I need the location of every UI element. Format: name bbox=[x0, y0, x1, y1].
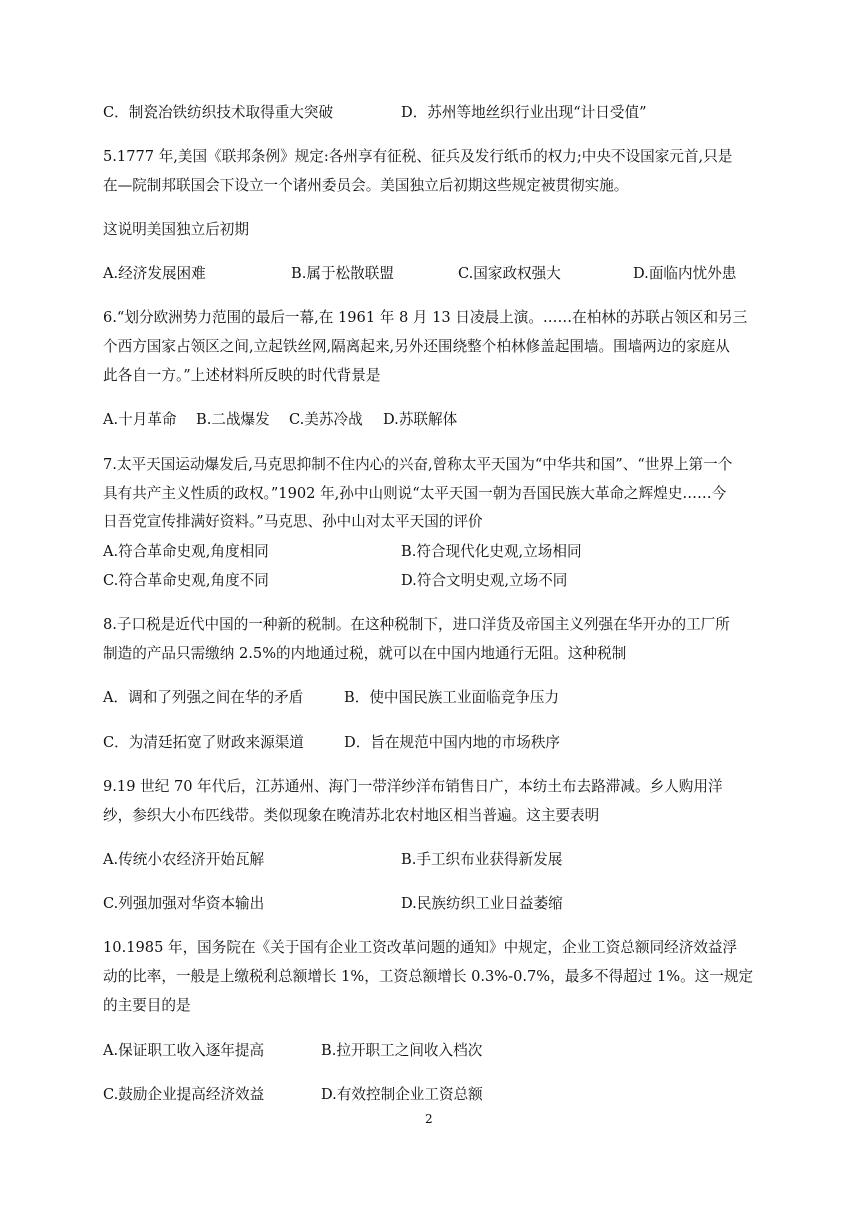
q10-option-a: A.保证职工收入逐年提高 bbox=[103, 1042, 265, 1059]
q8-stem-line-1: 8.子口税是近代中国的一种新的税制。在这种税制下，进口洋货及帝国主义列强在华开办的工厂所 bbox=[103, 616, 730, 633]
q6-stem-line-3: 此各自一方。”上述材料所反映的时代背景是 bbox=[103, 367, 381, 384]
q8-stem-line-2: 制造的产品只需缴纳 2.5%的内地通过税，就可以在中国内地通行无阻。这种税制 bbox=[103, 645, 627, 662]
q8-option-a: A．调和了列强之间在华的矛盾 bbox=[103, 689, 304, 706]
q4-option-d: D．苏州等地丝织行业出现“计日受值” bbox=[401, 104, 647, 121]
q9-option-a: A.传统小农经济开始瓦解 bbox=[103, 851, 265, 868]
q4-option-c: C．制瓷冶铁纺织技术取得重大突破 bbox=[103, 104, 334, 121]
q6-option-c: C.美苏冷战 bbox=[289, 411, 363, 428]
q8-option-d: D．旨在规范中国内地的市场秩序 bbox=[344, 734, 561, 751]
q10-option-c: C.鼓励企业提高经济效益 bbox=[103, 1086, 265, 1103]
q8-option-c: C．为清廷拓宽了财政来源渠道 bbox=[103, 734, 304, 751]
q10-option-b: B.拉开职工之间收入档次 bbox=[321, 1042, 483, 1059]
q5-stem-line-2: 在—院制邦联国会下设立一个诸州委员会。美国独立后初期这些规定被贯彻实施。 bbox=[103, 177, 629, 194]
q6-stem-line-1: 6.“划分欧洲势力范围的最后一幕,在 1961 年 8 月 13 日凌晨上演。……在柏林的苏联占领区和另三 bbox=[103, 309, 748, 326]
page-number: 2 bbox=[425, 1112, 433, 1126]
q5-option-d: D.面临内忧外患 bbox=[633, 265, 737, 282]
q9-option-d: D.民族纺织工业日益萎缩 bbox=[401, 895, 563, 912]
q10-option-d: D.有效控制企业工资总额 bbox=[321, 1086, 483, 1103]
q6-option-d: D.苏联解体 bbox=[383, 411, 458, 428]
q9-option-b: B.手工织布业获得新发展 bbox=[401, 851, 563, 868]
q10-stem-line-2: 动的比率，一般是上缴税利总额增长 1%，工资总额增长 0.3%-0.7%，最多不得超过 1%。这一规定 bbox=[103, 968, 754, 985]
q5-option-a: A.经济发展困难 bbox=[103, 265, 206, 282]
q7-stem-line-1: 7.太平天国运动爆发后,马克思抑制不住内心的兴奋,曾称太平天国为“中华共和国”、“世界上第一个 bbox=[103, 456, 733, 473]
q6-option-b: B.二战爆发 bbox=[196, 411, 270, 428]
q5-option-c: C.国家政权强大 bbox=[458, 265, 561, 282]
q7-stem-line-2: 具有共产主义性质的政权。”1902 年,孙中山则说“太平天国一朝为吾国民族大革命之辉煌史……今 bbox=[103, 485, 727, 502]
q7-option-d: D.符合文明史观,立场不同 bbox=[401, 572, 568, 589]
q7-option-a: A.符合革命史观,角度相同 bbox=[103, 543, 269, 560]
q9-stem-line-2: 纱，参织大小布匹线带。类似现象在晚清苏北农村地区相当普遍。这主要表明 bbox=[103, 807, 600, 824]
q5-stem-line-3: 这说明美国独立后初期 bbox=[103, 221, 249, 238]
q9-stem-line-1: 9.19 世纪 70 年代后，江苏通州、海门一带洋纱洋布销售日广，本纺土布去路滞减。乡人购用洋 bbox=[103, 778, 723, 795]
q5-option-b: B.属于松散联盟 bbox=[291, 265, 394, 282]
q6-stem-line-2: 个西方国家占领区之间,立起铁丝网,隔离起来,另外还围绕整个柏林修盖起围墙。围墙两边的家庭从 bbox=[103, 338, 730, 355]
q6-option-a: A.十月革命 bbox=[103, 411, 177, 428]
q9-option-c: C.列强加强对华资本输出 bbox=[103, 895, 265, 912]
q5-stem-line-1: 5.1777 年,美国《联邦条例》规定:各州享有征税、征兵及发行纸币的权力;中央不设国家元首,只是 bbox=[103, 148, 733, 165]
q7-stem-line-3: 日吾党宣传排满好资料。”马克思、孙中山对太平天国的评价 bbox=[103, 513, 483, 530]
q10-stem-line-1: 10.1985 年，国务院在《关于国有企业工资改革问题的通知》中规定，企业工资总额同经济效益浮 bbox=[103, 939, 738, 956]
q8-option-b: B．使中国民族工业面临竞争压力 bbox=[344, 689, 560, 706]
q7-option-c: C.符合革命史观,角度不同 bbox=[103, 572, 269, 589]
q7-option-b: B.符合现代化史观,立场相同 bbox=[401, 543, 582, 560]
q10-stem-line-3: 的主要目的是 bbox=[103, 997, 191, 1014]
